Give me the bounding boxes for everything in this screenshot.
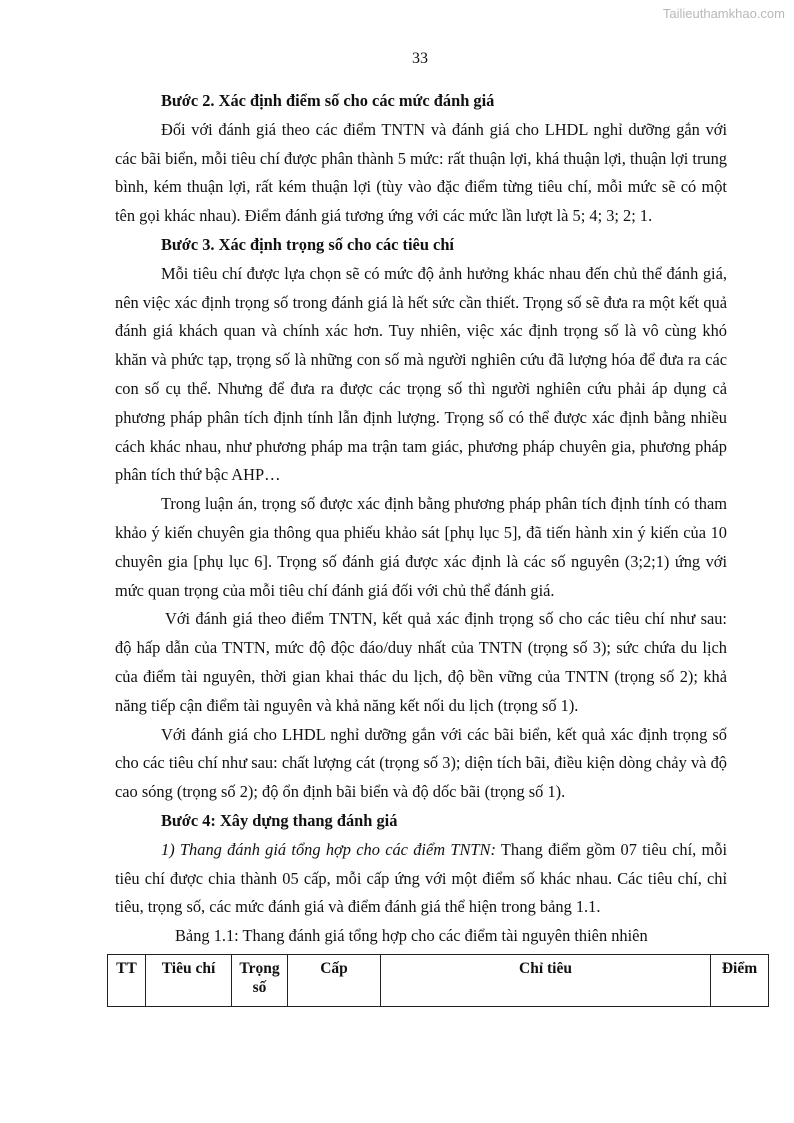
step4-subheading: 1) Thang đánh giá tổng hợp cho các điểm TNTN: xyxy=(161,839,496,859)
step3-paragraph-1: Mỗi tiêu chí được lựa chọn sẽ có mức độ ảnh hưởng khác nhau đến chủ thể đánh giá, nên việc xác định trọng số trong đánh giá là hết sức cần thiết. Trọng số sẽ đưa ra một kết quả đánh giá khách quan và chính xác hơn. Tuy nhiên, việc xác định trọng số là vô cùng khó khăn và phức tạp, trọng số là những con số mà người nghiên cứu đã lượng hóa để đưa ra các con số cụ thể. Nhưng để đưa ra được các trọng số thì người nghiên cứu phải áp dụng cả phương pháp phân tích định tính lẫn định lượng. Trọng số có thể được xác định bằng nhiều cách khác nhau, như phương pháp ma trận tam giác, phương pháp chuyên gia, phương pháp phân tích thứ bậc AHP… xyxy=(115,263,727,485)
step2-paragraph: Đối với đánh giá theo các điểm TNTN và đánh giá cho LHDL nghỉ dưỡng gắn với các bãi biển, mỗi tiêu chí được phân thành 5 mức: rất thuận lợi, khá thuận lợi, thuận lợi trung bình, kém thuận lợi, rất kém thuận lợi (tùy vào đặc điểm từng tiêu chí, mỗi mức sẽ có một tên gọi khác nhau). Điểm đánh giá tương ứng với các mức lần lượt là 5; 4; 3; 2; 1. xyxy=(115,119,727,226)
header-diem: Điểm xyxy=(711,955,769,1007)
step3-heading: Bước 3. Xác định trọng số cho các tiêu chí xyxy=(161,234,454,254)
header-cap: Cấp xyxy=(288,955,381,1007)
page-number: 33 xyxy=(412,50,428,67)
step3-paragraph-4: Với đánh giá cho LHDL nghỉ dưỡng gắn với các bãi biển, kết quả xác định trọng số cho các tiêu chí như sau: chất lượng cát (trọng số 3); diện tích bãi, điều kiện dòng chảy và độ cao sóng (trọng số 2); độ ổn định bãi biển và độ dốc bãi (trọng số 1). xyxy=(115,724,727,802)
header-trong-so-line1: Trọng xyxy=(239,960,280,977)
watermark: Tailieuthamkhao.com xyxy=(662,6,785,21)
header-tt: TT xyxy=(108,955,146,1007)
header-tieu-chi: Tiêu chí xyxy=(146,955,232,1007)
step4-paragraph-text: Thang điểm gồm 07 tiêu chí, mỗi tiêu chí được chia thành 05 cấp, mỗi cấp ứng với một điểm số khác nhau. Các tiêu chí, chỉ tiêu, trọng số, các mức đánh giá và điểm đánh giá thể hiện trong bảng 1.1. xyxy=(115,839,727,917)
step3-paragraph-3: Với đánh giá theo điểm TNTN, kết quả xác định trọng số cho các tiêu chí như sau: độ hấp dẫn của TNTN, mức độ độc đáo/duy nhất của TNTN (trọng số 3); sức chứa du lịch của điểm tài nguyên, thời gian khai thác du lịch, độ bền vững của TNTN (trọng số 2); khả năng tiếp cận điểm tài nguyên và khả năng kết nối du lịch (trọng số 1). xyxy=(115,609,727,715)
header-chi-tieu: Chỉ tiêu xyxy=(381,955,711,1007)
step3-paragraph-2: Trong luận án, trọng số được xác định bằng phương pháp phân tích định tính có tham khảo ý kiến chuyên gia thông qua phiếu khảo sát [phụ lục 5], đã tiến hành xin ý kiến của 10 chuyên gia [phụ lục 6]. Trọng số đánh giá được xác định là các số nguyên (3;2;1) ứng với mức quan trọng của mỗi tiêu chí đánh giá đối với chủ thể đánh giá. xyxy=(115,494,727,600)
header-trong-so-line2: số xyxy=(252,979,267,996)
step2-heading: Bước 2. Xác định điểm số cho các mức đánh giá xyxy=(161,91,495,110)
header-trong-so xyxy=(232,955,288,1007)
step4-heading: Bước 4: Xây dựng thang đánh giá xyxy=(161,810,398,830)
table-header-row xyxy=(108,955,769,1007)
evaluation-scale-table xyxy=(107,954,769,1007)
table-caption: Bảng 1.1: Thang đánh giá tổng hợp cho các điểm tài nguyên thiên nhiên xyxy=(175,926,648,946)
document-body xyxy=(115,87,727,951)
step4-paragraph xyxy=(115,836,727,922)
